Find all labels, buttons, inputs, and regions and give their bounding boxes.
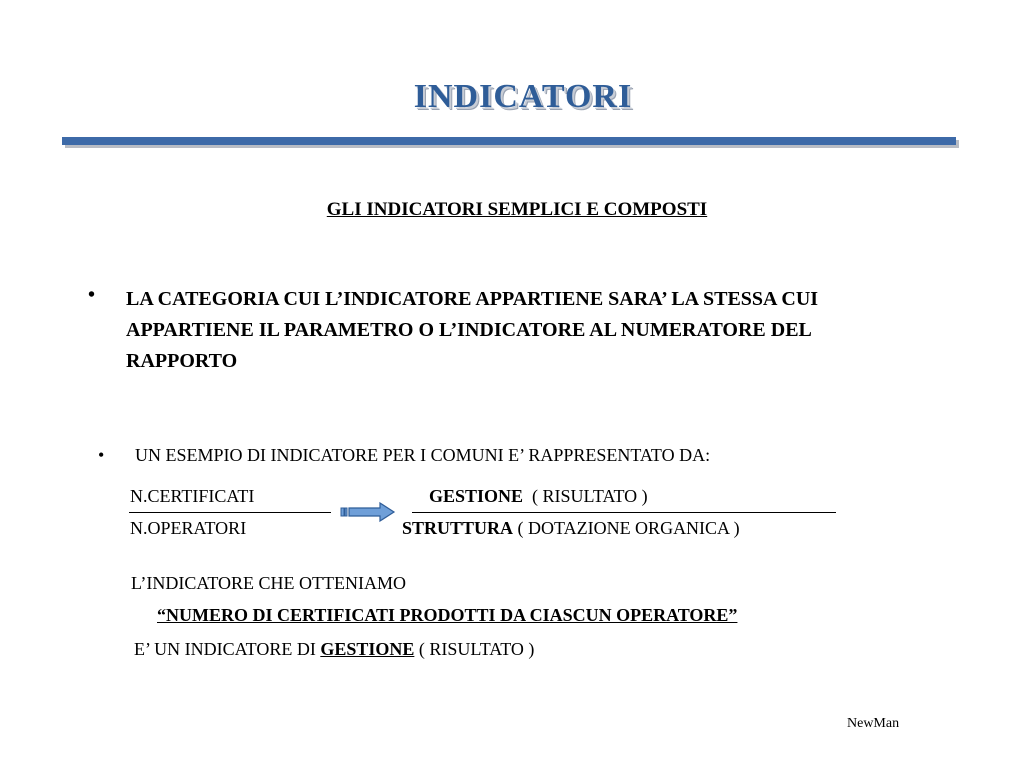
- gestione-label: GESTIONE: [429, 486, 524, 506]
- right-numerator: [429, 486, 648, 507]
- risultato-label: ( RISULTATO ): [532, 486, 648, 506]
- bullet-text-1: LA CATEGORIA CUI L’INDICATORE APPARTIENE SARA’ LA STESSA CUI APPARTIENE IL PARAMETRO O L’INDICATORE AL NUMERATORE DEL RAPPORTO: [126, 288, 819, 372]
- footer-label: NewMan: [847, 716, 900, 731]
- dotazione-label: ( DOTAZIONE ORGANICA ): [517, 518, 740, 538]
- conclusion-line-1: L’INDICATORE CHE OTTENIAMO: [131, 573, 406, 593]
- left-denominator: N.OPERATORI: [130, 518, 247, 538]
- right-denominator: [402, 518, 740, 539]
- slide-title: INDICATORI: [413, 78, 633, 115]
- conclusion-suffix: ( RISULTATO ): [418, 639, 535, 659]
- right-fraction-line: [412, 512, 836, 513]
- slide-subtitle: GLI INDICATORI SEMPLICI E COMPOSTI: [326, 199, 708, 220]
- conclusion-prefix: E’ UN INDICATORE DI: [134, 639, 316, 659]
- arrow-icon: [340, 501, 396, 523]
- conclusion-gestione: GESTIONE: [320, 639, 415, 659]
- title-rule: [62, 137, 956, 145]
- bullet-text-2: UN ESEMPIO DI INDICATORE PER I COMUNI E’ RAPPRESENTATO DA:: [135, 445, 711, 465]
- left-numerator: N.CERTIFICATI: [130, 486, 255, 506]
- conclusion-quote: “NUMERO DI CERTIFICATI PRODOTTI DA CIASCUN OPERATORE”: [157, 605, 738, 625]
- bullet-marker-2: •: [98, 445, 105, 465]
- struttura-label: STRUTTURA: [402, 518, 514, 538]
- bullet-marker-1: •: [88, 284, 96, 306]
- left-fraction-line: [129, 512, 331, 513]
- conclusion-line-3: [134, 639, 534, 660]
